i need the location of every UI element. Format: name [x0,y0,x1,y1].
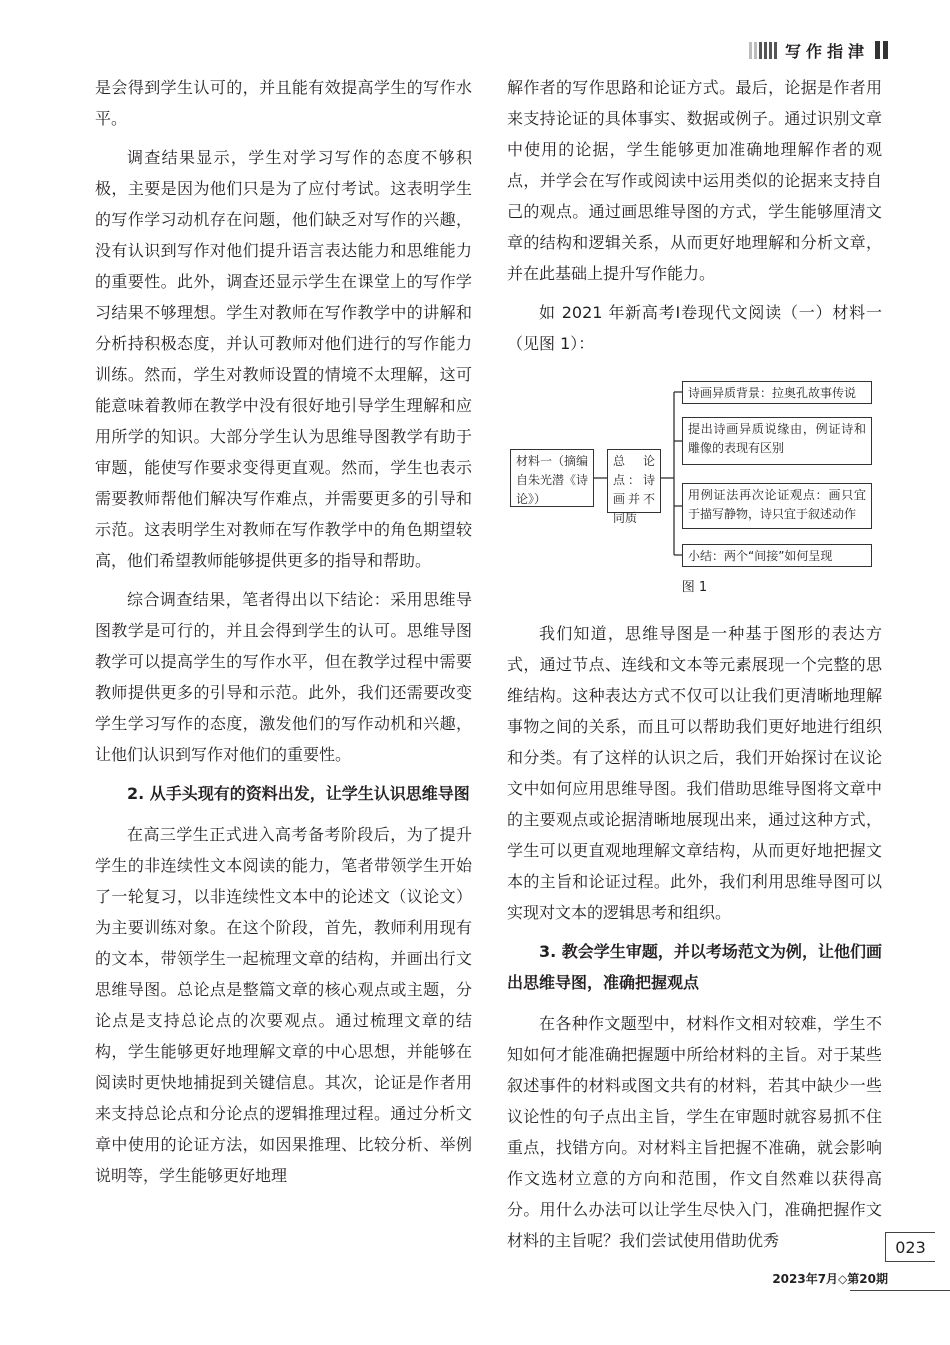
thesis-node: 总论点：诗画并不同质 [607,449,661,513]
running-header [749,38,888,62]
figure-caption: 图 1 [681,580,708,595]
paragraph: 综合调查结果，笔者得出以下结论：采用思维导图教学是可行的，并且会得到学生的认可。思维导图教学可以提高学生的写作水平，但在教学过程中需要教师提供更多的引导和示范。此外，我们还需要改变学生学习写作的态度，激发他们的写作动机和兴趣，让他们认识到写作对他们的重要性。 [95,590,472,764]
branch-node: 小结：两个“间接”如何呈现 [682,544,872,567]
paragraph: 我们知道，思维导图是一种基于图形的表达方式，通过节点、连线和文本等元素展现一个完整的思维结构。这种表达方式不仅可以让我们更清晰地理解事物之间的关系，而且可以帮助我们更好地进行组织和分类。有了这样的认识之后，我们开始探讨在议论文中如何应用思维导图。我们借助思维导图将文章中的主要观点或论据清晰地展现出来，通过这种方式，学生可以更直观地理解文章结构，从而更好地把握文本的主旨和论证过程。此外，我们利用思维导图可以实现对文本的逻辑思考和组织。 [507,624,882,922]
paragraph: 解作者的写作思路和论证方式。最后，论据是作者用来支持论证的具体事实、数据或例子。通过识别文章中使用的论据，学生能够更加准确地理解作者的观点，并学会在写作或阅读中运用类似的论据来支持自己的观点。通过画思维导图的方式，学生能够厘清文章的结构和逻辑关系，从而更好地理解和分析文章，并在此基础上提升写作能力。 [507,78,882,283]
section-heading: 3. 教会学生审题，并以考场范文为例，让他们画出思维导图，准确把握观点 [507,942,882,992]
branch-node: 用例证法再次论证观点：画只宜于描写静物，诗只宜于叙述动作 [682,483,872,529]
footer-rule [850,1290,950,1291]
section-heading: 2. 从手头现有的资料出发，让学生认识思维导图 [127,784,470,803]
branch-node: 诗画异质背景：拉奥孔故事传说 [682,381,872,404]
header-bars-right [875,41,888,59]
left-column [95,72,472,1199]
issue-label: 2023年7月◇第20期 [772,1272,888,1286]
section-title: 写作指津 [784,41,869,61]
mind-map-figure [507,367,882,582]
right-column [507,72,882,1264]
paragraph: 如 2021 年新高考Ⅰ卷现代文阅读（一）材料一（见图 1）： [507,303,882,353]
paragraph: 调查结果显示，学生对学习写作的态度不够积极，主要是因为他们只是为了应付考试。这表明学生的写作学习动机存在问题，他们缺乏对写作的兴趣，没有认识到写作对他们提升语言表达能力和思维能力的重要性。此外，调查还显示学生在课堂上的写作学习结果不够理想。学生对教师在写作教学中的讲解和分析持积极态度，并认可教师对他们进行的写作能力训练。然而，学生对教师设置的情境不太理解，这可能意味着教师在教学中没有很好地引导学生理解和应用所学的知识。大部分学生认为思维导图教学有助于审题，能使写作要求变得更直观。然而，学生也表示需要教师帮他们解决写作难点，并需要更多的引导和示范。这表明学生对教师在写作教学中的角色期望较高，他们希望教师能够提供更多的指导和帮助。 [95,148,472,570]
branch-node: 提出诗画异质说缘由，例证诗和雕像的表现有区别 [682,417,872,465]
paragraph: 在各种作文题型中，材料作文相对较难，学生不知如何才能准确把握题中所给材料的主旨。对于某些叙述事件的材料或图文共有的材料，若其中缺少一些议论性的句子点出主旨，学生在审题时就容易抓不住重点，找错方向。对材料主旨把握不准确，就会影响作文选材立意的方向和范围，作文自然难以获得高分。用什么办法可以让学生尽快入门，准确把握作文材料的主旨呢？我们尝试使用借助优秀 [507,1014,882,1250]
page-number: 023 [885,1232,935,1262]
header-bars-left [749,42,777,59]
paragraph: 在高三学生正式进入高考备考阶段后，为了提升学生的非连续性文本阅读的能力，笔者带领学生开始了一轮复习，以非连续性文本中的论述文（议论文）为主要训练对象。在这个阶段，首先，教师利用现有的文本，带领学生一起梳理文章的结构，并画出行文思维导图。总论点是整篇文章的核心观点或主题，分论点是支持总论点的次要观点。通过梳理文章的结构，学生能够更好地理解文章的中心思想，并能够在阅读时更快地捕捉到关键信息。其次，论证是作者用来支持总论点和分论点的逻辑推理过程。通过分析文章中使用的论证方法，如因果推理、比较分析、举例说明等，学生能够更好地理 [95,825,472,1185]
root-node: 材料一（摘编自朱光潜《诗论》） [510,449,594,507]
paragraph: 是会得到学生认可的，并且能有效提高学生的写作水平。 [95,78,472,128]
